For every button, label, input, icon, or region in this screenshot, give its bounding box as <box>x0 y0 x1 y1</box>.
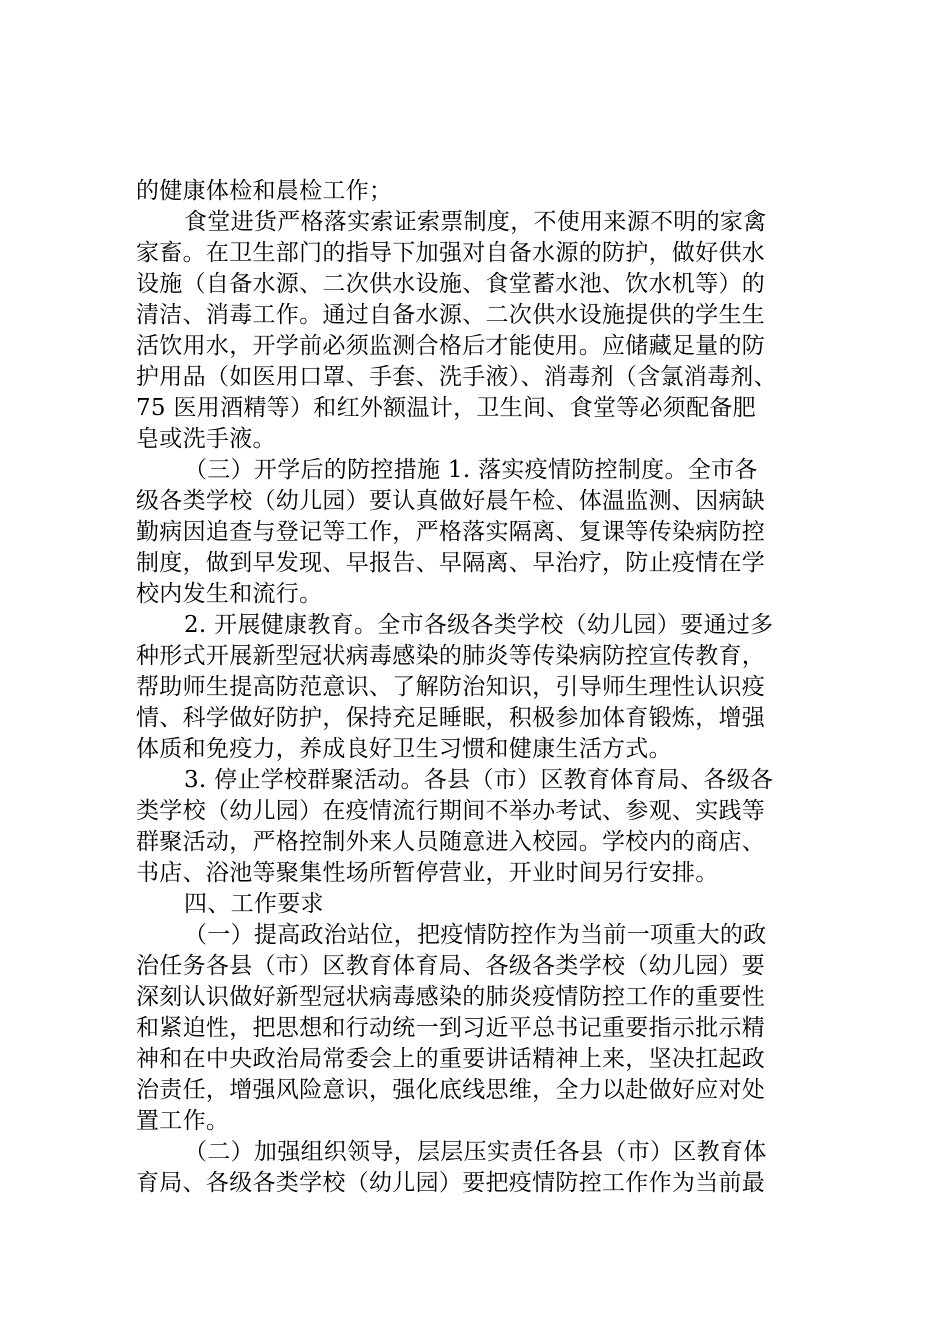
text-line: 2. 开展健康教育。全市各级各类学校（幼儿园）要通过多 <box>184 612 774 638</box>
text-line: 级各类学校（幼儿园）要认真做好晨午检、体温监测、因病缺 <box>136 488 766 514</box>
text-line: 护用品（如医用口罩、手套、洗手液）、消毒剂（含氯消毒剂、 <box>136 364 777 390</box>
text-line: 群聚活动，严格控制外来人员随意进入校园。学校内的商店、 <box>136 829 766 855</box>
text-line: （三）开学后的防控措施 1. 落实疫情防控制度。全市各 <box>184 457 758 483</box>
section-heading: 四、工作要求 <box>184 891 324 917</box>
text-line: 的健康体检和晨检工作； <box>136 178 393 204</box>
text-line: 清洁、消毒工作。通过自备水源、二次供水设施提供的学生生 <box>136 302 766 328</box>
text-line: 家畜。在卫生部门的指导下加强对自备水源的防护，做好供水 <box>136 240 766 266</box>
text-line: 神和在中央政治局常委会上的重要讲话精神上来，坚决扛起政 <box>136 1046 766 1072</box>
text-line: 置工作。 <box>136 1108 230 1134</box>
text-line: 深刻认识做好新型冠状病毒感染的肺炎疫情防控工作的重要性 <box>136 984 766 1010</box>
text-line: 校内发生和流行。 <box>136 581 323 607</box>
text-line: 种形式开展新型冠状病毒感染的肺炎等传染病防控宣传教育， <box>136 643 766 669</box>
text-line: （一）提高政治站位，把疫情防控作为当前一项重大的政 <box>184 922 767 948</box>
text-line: 和紧迫性，把思想和行动统一到习近平总书记重要指示批示精 <box>136 1015 766 1041</box>
text-line: 育局、各级各类学校（幼儿园）要把疫情防控工作作为当前最 <box>136 1170 766 1196</box>
text-line: 设施（自备水源、二次供水设施、食堂蓄水池、饮水机等）的 <box>136 271 766 297</box>
text-line: 体质和免疫力，养成良好卫生习惯和健康生活方式。 <box>136 736 672 762</box>
text-line: 制度，做到早发现、早报告、早隔离、早治疗，防止疫情在学 <box>136 550 766 576</box>
text-line: 皂或洗手液。 <box>136 426 276 452</box>
text-line: （二）加强组织领导，层层压实责任各县（市）区教育体 <box>184 1139 767 1165</box>
text-line: 活饮用水，开学前必须监测合格后才能使用。应储藏足量的防 <box>136 333 766 359</box>
text-line: 勤病因追查与登记等工作，严格落实隔离、复课等传染病防控 <box>136 519 766 545</box>
text-line: 情、科学做好防护，保持充足睡眠，积极参加体育锻炼，增强 <box>136 705 766 731</box>
text-line: 帮助师生提高防范意识、了解防治知识，引导师生理性认识疫 <box>136 674 766 700</box>
text-line: 治责任，增强风险意识，强化底线思维，全力以赴做好应对处 <box>136 1077 766 1103</box>
text-line: 3. 停止学校群聚活动。各县（市）区教育体育局、各级各 <box>184 767 774 793</box>
text-line: 食堂进货严格落实索证索票制度，不使用来源不明的家禽 <box>184 209 767 235</box>
text-line: 75 医用酒精等）和红外额温计，卫生间、食堂等必须配备肥 <box>136 395 756 421</box>
text-line: 书店、浴池等聚集性场所暂停营业，开业时间另行安排。 <box>136 860 719 886</box>
text-line: 类学校（幼儿园）在疫情流行期间不举办考试、参观、实践等 <box>136 798 766 824</box>
text-line: 治任务各县（市）区教育体育局、各级各类学校（幼儿园）要 <box>136 953 766 979</box>
